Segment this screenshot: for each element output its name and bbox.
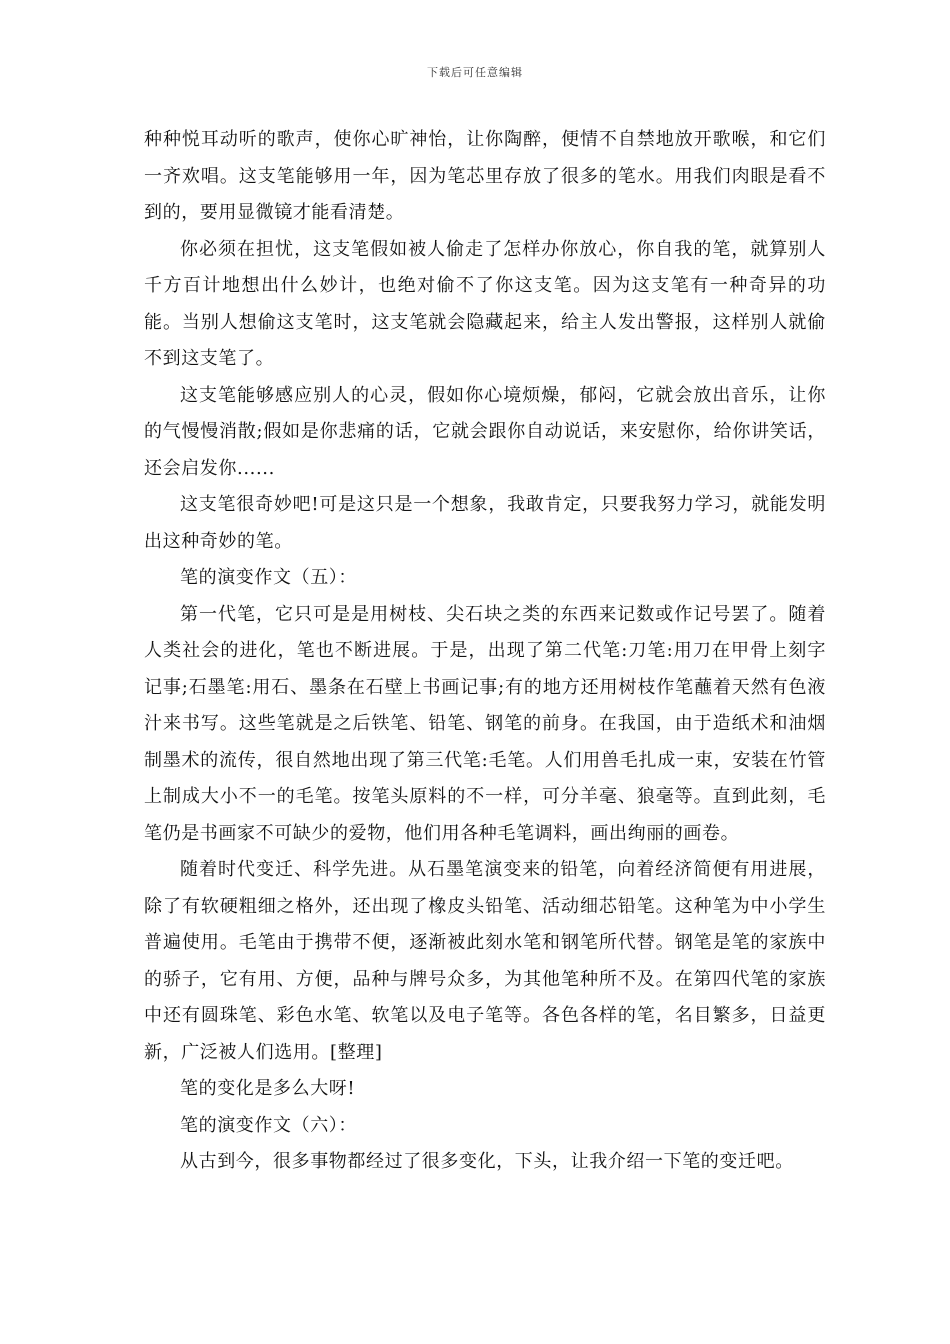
paragraph-6: 第一代笔，它只可是是用树枝、尖石块之类的东西来记数或作记号罢了。随着人类社会的进化，笔也不断进展。于是，出现了第二代笔:刀笔:用刀在甲骨上刻字记事;石墨笔:用石、墨条在石壁上书画记事;有的地方还用树枝作笔蘸着天然有色液汁来书写。这些笔就是之后铁笔、铅笔、钢笔的前身。在我国，由于造纸术和油烟制墨术的流传，很自然地出现了第三代笔:毛笔。人们用兽毛扎成一束，安装在竹管上制成大小不一的毛笔。按笔头原料的不一样，可分羊毫、狼毫等。直到此刻，毛笔仍是书画家不可缺少的爱物，他们用各种毛笔调料，画出绚丽的画卷。: [144, 603, 826, 844]
document-body: [144, 122, 826, 1181]
paragraph-10: 从古到今，很多事物都经过了很多变化，下头，让我介绍一下笔的变迁吧。: [180, 1151, 794, 1172]
paragraph-7: 随着时代变迁、科学先进。从石墨笔演变来的铅笔，向着经济简便有用进展，除了有软硬粗细之格外，还出现了橡皮头铅笔、活动细芯铅笔。这种笔为中小学生普遍使用。毛笔由于携带不便，逐渐被此刻水笔和钢笔所代替。钢笔是笔的家族中的骄子，它有用、方便，品种与牌号众多，为其他笔种所不及。在第四代笔的家族中还有圆珠笔、彩色水笔、软笔以及电子笔等。各色各样的笔，名目繁多，日益更新，广泛被人们选用。[整理]: [144, 859, 826, 1063]
paragraph-4: 这支笔很奇妙吧!可是这只是一个想象，我敢肯定，只要我努力学习，就能发明出这种奇妙的笔。: [144, 494, 826, 552]
section-heading-5: 笔的演变作文（五）：: [180, 567, 357, 588]
section-heading-6: 笔的演变作文（六）：: [180, 1114, 357, 1136]
paragraph-8: 笔的变化是多么大呀!: [180, 1078, 356, 1099]
paragraph-2: 你必须在担忧，这支笔假如被人偷走了怎样办你放心，你自我的笔，就算别人千方百计地想出什么妙计，也绝对偷不了你这支笔。因为这支笔有一种奇异的功能。当别人想偷这支笔时，这支笔就会隐藏起来，给主人发出警报，这样别人就偷不到这支笔了。: [144, 238, 826, 369]
paragraph-3: 这支笔能够感应别人的心灵，假如你心境烦燥，郁闷，它就会放出音乐，让你的气慢慢消散;假如是你悲痛的话，它就会跟你自动说话，来安慰你，给你讲笑话，还会启发你......: [144, 384, 826, 479]
page-header: 下载后可任意编辑: [427, 66, 523, 79]
paragraph-1: 种种悦耳动听的歌声，使你心旷神怡，让你陶醉，便情不自禁地放开歌喉，和它们一齐欢唱。这支笔能够用一年，因为笔芯里存放了很多的笔水。用我们肉眼是看不到的，要用显微镜才能看清楚。: [144, 129, 826, 223]
